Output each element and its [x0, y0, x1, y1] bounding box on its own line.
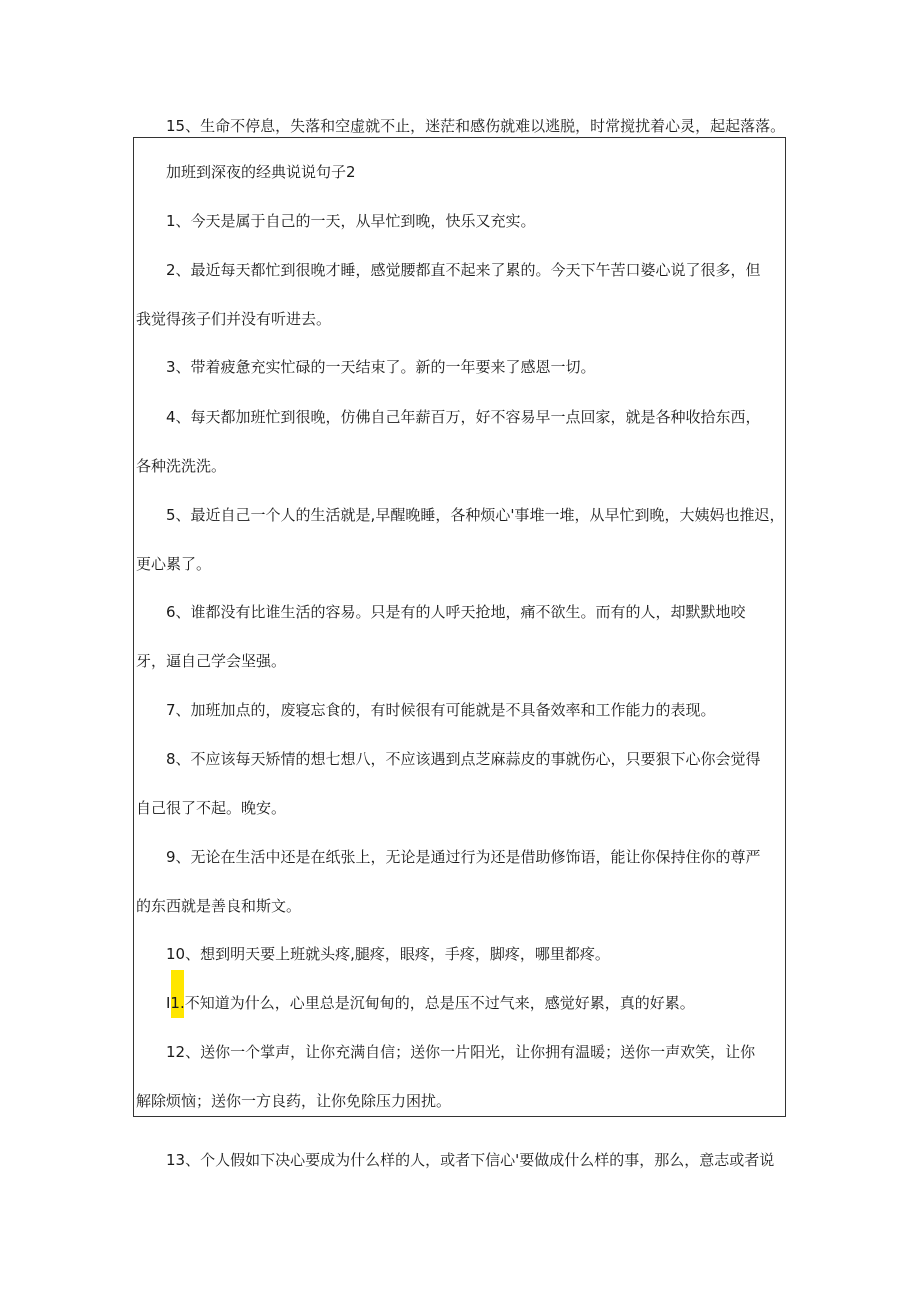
item-12-continued: 解除烦恼；送你一方良药，让你免除压力困扰。	[136, 1092, 452, 1110]
item-2-continued: 我觉得孩子们并没有听进去。	[136, 310, 332, 328]
item-6: 6、谁都没有比谁生活的容易。只是有的人呼天抢地，痛不欲生。而有的人，却默默地咬	[166, 603, 746, 621]
paragraph-15: 15、生命不停息，失落和空虚就不止，迷茫和感伤就难以逃脱，时常搅扰着心灵，起起落落。	[166, 117, 786, 135]
item-9-continued: 的东西就是善良和斯文。	[136, 897, 302, 915]
item-6-continued: 牙，逼自己学会坚强。	[136, 652, 287, 670]
item-4-continued: 各种洗洗洗。	[136, 457, 227, 475]
item-11: I1.不知道为什么，心里总是沉甸甸的，总是压不过气来，感觉好累，真的好累。	[166, 994, 695, 1012]
item-4: 4、每天都加班忙到很晚，仿佛自己年薪百万，好不容易早一点回家，就是各种收拾东西，	[166, 408, 761, 426]
item-8: 8、不应该每天矫情的想七想八，不应该遇到点芝麻蒜皮的事就伤心，只要狠下心你会觉得	[166, 750, 761, 768]
item-8-continued: 自己很了不起。晚安。	[136, 799, 287, 817]
item-10: 10、想到明天要上班就头疼,腿疼，眼疼，手疼，脚疼，哪里都疼。	[166, 945, 610, 963]
section-heading: 加班到深夜的经典说说句子2	[166, 163, 356, 181]
item-9: 9、无论在生活中还是在纸张上，无论是通过行为还是借助修饰语，能让你保持住你的尊严	[166, 848, 761, 866]
content-frame	[133, 137, 786, 1117]
item-3: 3、带着疲惫充实忙碌的一天结束了。新的一年要来了感恩一切。	[166, 358, 596, 376]
item-7: 7、加班加点的，废寝忘食的，有时候很有可能就是不具备效率和工作能力的表现。	[166, 701, 716, 719]
item-12: 12、送你一个掌声，让你充满自信；送你一片阳光，让你拥有温暖；送你一声欢笑，让你	[166, 1043, 756, 1061]
paragraph-13: 13、个人假如下决心要成为什么样的人，或者下信心'要做成什么样的事，那么，意志或者说	[166, 1151, 775, 1169]
item-1: 1、今天是属于自己的一天，从早忙到晚，快乐又充实。	[166, 212, 536, 230]
item-5: 5、最近自己一个人的生活就是,早醒晚睡，各种烦心'事堆一堆，从早忙到晚，大姨妈也推迟，	[166, 506, 785, 524]
item-2: 2、最近每天都忙到很晚才睡，感觉腰都直不起来了累的。今天下午苦口婆心说了很多，但	[166, 261, 761, 279]
item-5-continued: 更心累了。	[136, 555, 212, 573]
